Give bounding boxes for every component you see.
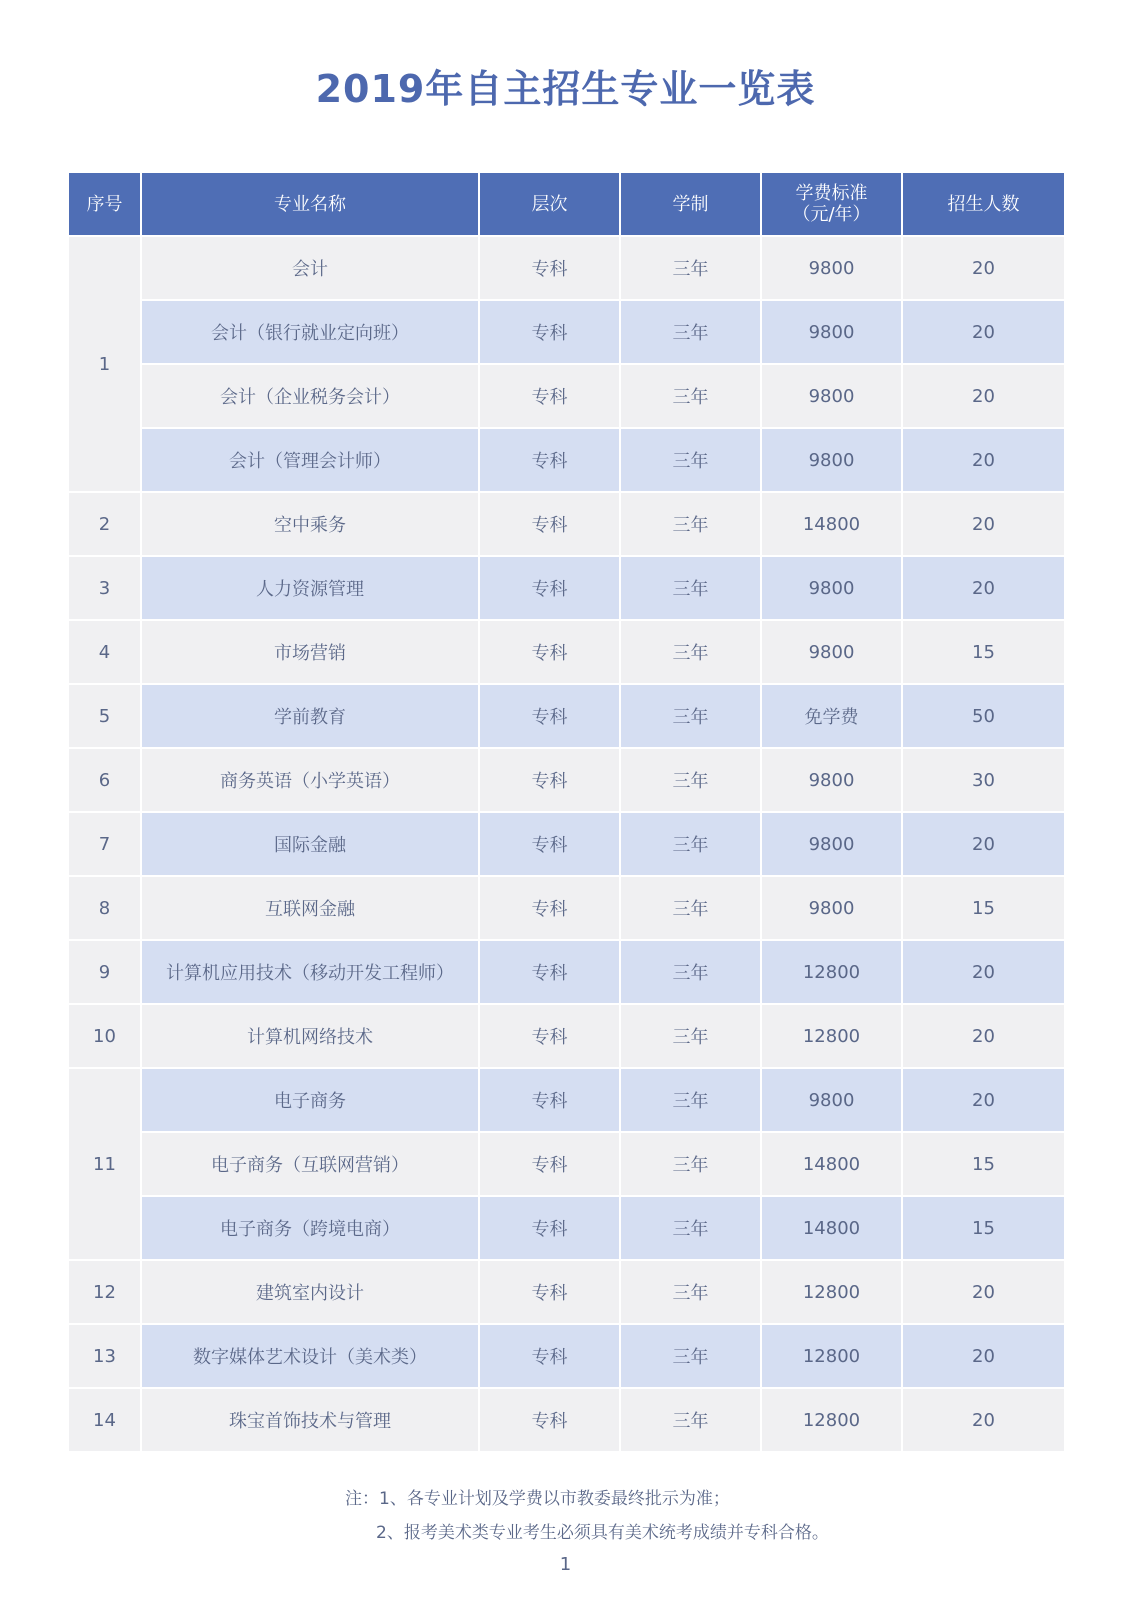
fee-cell: 14800 bbox=[761, 1132, 902, 1196]
row-index-cell: 2 bbox=[69, 492, 141, 556]
duration-cell: 三年 bbox=[620, 1324, 761, 1388]
level-cell: 专科 bbox=[479, 940, 620, 1004]
row-index-cell: 3 bbox=[69, 556, 141, 620]
level-cell: 专科 bbox=[479, 684, 620, 748]
level-cell: 专科 bbox=[479, 1068, 620, 1132]
count-cell: 20 bbox=[902, 428, 1064, 492]
row-index-cell: 5 bbox=[69, 684, 141, 748]
major-cell: 空中乘务 bbox=[141, 492, 479, 556]
row-index-cell: 4 bbox=[69, 620, 141, 684]
count-cell: 20 bbox=[902, 1260, 1064, 1324]
table-row bbox=[69, 1388, 1064, 1452]
major-cell: 电子商务（跨境电商） bbox=[141, 1196, 479, 1260]
table-row bbox=[69, 1068, 1064, 1132]
duration-cell: 三年 bbox=[620, 300, 761, 364]
count-cell: 30 bbox=[902, 748, 1064, 812]
table-row bbox=[69, 236, 1064, 300]
fee-cell: 9800 bbox=[761, 620, 902, 684]
count-cell: 20 bbox=[902, 812, 1064, 876]
major-cell: 学前教育 bbox=[141, 684, 479, 748]
duration-cell: 三年 bbox=[620, 1196, 761, 1260]
major-cell: 会计（管理会计师） bbox=[141, 428, 479, 492]
footnotes bbox=[345, 1482, 829, 1550]
level-cell: 专科 bbox=[479, 1324, 620, 1388]
count-cell: 15 bbox=[902, 620, 1064, 684]
duration-cell: 三年 bbox=[620, 748, 761, 812]
level-cell: 专科 bbox=[479, 492, 620, 556]
count-cell: 20 bbox=[902, 1324, 1064, 1388]
major-cell: 建筑室内设计 bbox=[141, 1260, 479, 1324]
duration-cell: 三年 bbox=[620, 236, 761, 300]
duration-cell: 三年 bbox=[620, 1260, 761, 1324]
major-cell: 会计（银行就业定向班） bbox=[141, 300, 479, 364]
level-cell: 专科 bbox=[479, 1388, 620, 1452]
duration-cell: 三年 bbox=[620, 428, 761, 492]
fee-cell: 12800 bbox=[761, 1004, 902, 1068]
major-cell: 国际金融 bbox=[141, 812, 479, 876]
count-cell: 20 bbox=[902, 492, 1064, 556]
table-row bbox=[69, 1196, 1064, 1260]
fee-cell: 9800 bbox=[761, 428, 902, 492]
major-cell: 会计 bbox=[141, 236, 479, 300]
duration-cell: 三年 bbox=[620, 684, 761, 748]
table-row bbox=[69, 1004, 1064, 1068]
table-row bbox=[69, 620, 1064, 684]
level-cell: 专科 bbox=[479, 1004, 620, 1068]
col-header-level: 层次 bbox=[479, 173, 620, 236]
duration-cell: 三年 bbox=[620, 492, 761, 556]
major-cell: 会计（企业税务会计） bbox=[141, 364, 479, 428]
major-cell: 数字媒体艺术设计（美术类） bbox=[141, 1324, 479, 1388]
row-index-cell: 11 bbox=[69, 1068, 141, 1260]
level-cell: 专科 bbox=[479, 236, 620, 300]
row-index-cell: 1 bbox=[69, 236, 141, 492]
table-row bbox=[69, 492, 1064, 556]
row-index-cell: 9 bbox=[69, 940, 141, 1004]
row-index-cell: 6 bbox=[69, 748, 141, 812]
level-cell: 专科 bbox=[479, 748, 620, 812]
table-row bbox=[69, 300, 1064, 364]
duration-cell: 三年 bbox=[620, 1004, 761, 1068]
table-header-row bbox=[69, 173, 1064, 236]
fee-cell: 14800 bbox=[761, 492, 902, 556]
count-cell: 20 bbox=[902, 556, 1064, 620]
count-cell: 50 bbox=[902, 684, 1064, 748]
fee-cell: 12800 bbox=[761, 1388, 902, 1452]
fee-cell: 9800 bbox=[761, 1068, 902, 1132]
count-cell: 15 bbox=[902, 1196, 1064, 1260]
level-cell: 专科 bbox=[479, 876, 620, 940]
col-header-fee: 学费标准 （元/年） bbox=[761, 173, 902, 236]
level-cell: 专科 bbox=[479, 300, 620, 364]
table-row bbox=[69, 1324, 1064, 1388]
level-cell: 专科 bbox=[479, 1196, 620, 1260]
page-number: 1 bbox=[559, 1554, 572, 1575]
table-row bbox=[69, 428, 1064, 492]
count-cell: 20 bbox=[902, 1068, 1064, 1132]
fee-cell: 9800 bbox=[761, 748, 902, 812]
fee-cell: 9800 bbox=[761, 812, 902, 876]
level-cell: 专科 bbox=[479, 428, 620, 492]
table-row bbox=[69, 364, 1064, 428]
duration-cell: 三年 bbox=[620, 620, 761, 684]
row-index-cell: 12 bbox=[69, 1260, 141, 1324]
count-cell: 15 bbox=[902, 1132, 1064, 1196]
major-cell: 市场营销 bbox=[141, 620, 479, 684]
row-index-cell: 8 bbox=[69, 876, 141, 940]
level-cell: 专科 bbox=[479, 812, 620, 876]
major-cell: 互联网金融 bbox=[141, 876, 479, 940]
fee-cell: 9800 bbox=[761, 876, 902, 940]
duration-cell: 三年 bbox=[620, 1388, 761, 1452]
fee-cell: 12800 bbox=[761, 1260, 902, 1324]
fee-cell: 免学费 bbox=[761, 684, 902, 748]
level-cell: 专科 bbox=[479, 620, 620, 684]
count-cell: 15 bbox=[902, 876, 1064, 940]
major-cell: 电子商务 bbox=[141, 1068, 479, 1132]
duration-cell: 三年 bbox=[620, 364, 761, 428]
table-row bbox=[69, 940, 1064, 1004]
count-cell: 20 bbox=[902, 1388, 1064, 1452]
duration-cell: 三年 bbox=[620, 1068, 761, 1132]
table-row bbox=[69, 684, 1064, 748]
major-cell: 计算机网络技术 bbox=[141, 1004, 479, 1068]
fee-cell: 9800 bbox=[761, 556, 902, 620]
major-cell: 电子商务（互联网营销） bbox=[141, 1132, 479, 1196]
fee-cell: 14800 bbox=[761, 1196, 902, 1260]
major-cell: 商务英语（小学英语） bbox=[141, 748, 479, 812]
table-row bbox=[69, 1132, 1064, 1196]
duration-cell: 三年 bbox=[620, 556, 761, 620]
count-cell: 20 bbox=[902, 236, 1064, 300]
major-cell: 人力资源管理 bbox=[141, 556, 479, 620]
count-cell: 20 bbox=[902, 940, 1064, 1004]
footnote-2: 2、报考美术类专业考生必须具有美术统考成绩并专科合格。 bbox=[376, 1523, 829, 1543]
level-cell: 专科 bbox=[479, 1132, 620, 1196]
count-cell: 20 bbox=[902, 300, 1064, 364]
col-header-index: 序号 bbox=[69, 173, 141, 236]
table-body bbox=[69, 236, 1064, 1452]
col-header-duration: 学制 bbox=[620, 173, 761, 236]
fee-cell: 9800 bbox=[761, 236, 902, 300]
major-cell: 珠宝首饰技术与管理 bbox=[141, 1388, 479, 1452]
footnote-1: 注：1、各专业计划及学费以市教委最终批示为准； bbox=[345, 1489, 730, 1509]
table-row bbox=[69, 1260, 1064, 1324]
duration-cell: 三年 bbox=[620, 876, 761, 940]
duration-cell: 三年 bbox=[620, 812, 761, 876]
fee-cell: 12800 bbox=[761, 1324, 902, 1388]
row-index-cell: 13 bbox=[69, 1324, 141, 1388]
level-cell: 专科 bbox=[479, 364, 620, 428]
count-cell: 20 bbox=[902, 1004, 1064, 1068]
fee-cell: 9800 bbox=[761, 364, 902, 428]
page-title: 2019年自主招生专业一览表 bbox=[315, 67, 816, 111]
col-header-count: 招生人数 bbox=[902, 173, 1064, 236]
duration-cell: 三年 bbox=[620, 1132, 761, 1196]
table-row bbox=[69, 556, 1064, 620]
row-index-cell: 14 bbox=[69, 1388, 141, 1452]
level-cell: 专科 bbox=[479, 1260, 620, 1324]
count-cell: 20 bbox=[902, 364, 1064, 428]
level-cell: 专科 bbox=[479, 556, 620, 620]
row-index-cell: 7 bbox=[69, 812, 141, 876]
fee-cell: 9800 bbox=[761, 300, 902, 364]
duration-cell: 三年 bbox=[620, 940, 761, 1004]
row-index-cell: 10 bbox=[69, 1004, 141, 1068]
table-row bbox=[69, 748, 1064, 812]
table-row bbox=[69, 876, 1064, 940]
table-row bbox=[69, 812, 1064, 876]
major-cell: 计算机应用技术（移动开发工程师） bbox=[141, 940, 479, 1004]
majors-table bbox=[69, 173, 1064, 1453]
col-header-major: 专业名称 bbox=[141, 173, 479, 236]
fee-cell: 12800 bbox=[761, 940, 902, 1004]
